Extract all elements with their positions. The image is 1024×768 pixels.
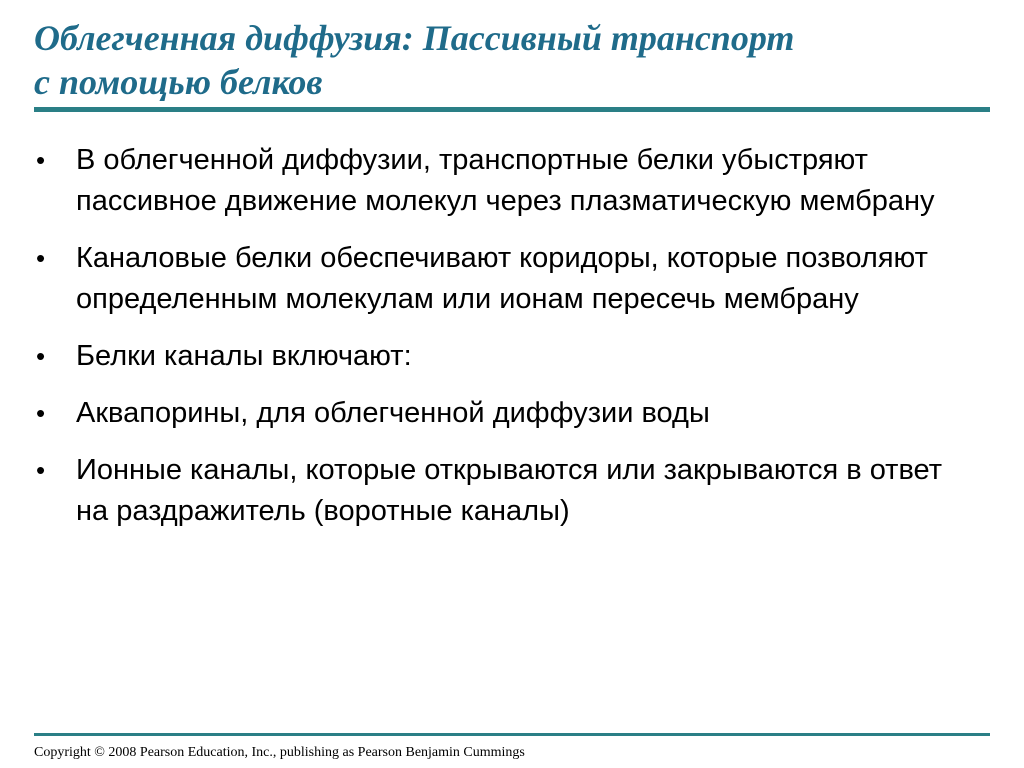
bullet-item (34, 238, 964, 320)
bullet-item (34, 393, 964, 434)
bullet-text: В облегченной диффузии, транспортные белки убыстряют пассивное движение молекул через плазматическую мембрану (76, 144, 935, 217)
bullet-text: Каналовые белки обеспечивают коридоры, которые позволяют определенным молекулам или ионам пересечь мембрану (76, 242, 928, 315)
bullet-text: Аквапорины, для облегченной диффузии воды (76, 397, 710, 429)
bullet-item (34, 450, 964, 532)
bullet-text: Белки каналы включают: (76, 340, 412, 372)
slide-title-line-1: Облегченная диффузия: Пассивный транспорт (34, 18, 795, 58)
title-divider (34, 107, 990, 112)
bullet-item (34, 140, 964, 222)
bullet-icon: • (36, 145, 46, 175)
slide-title (34, 16, 994, 104)
bullet-icon: • (36, 243, 46, 273)
footer-divider (34, 733, 990, 736)
bullet-icon: • (36, 341, 46, 371)
bullet-text: Ионные каналы, которые открываются или закрываются в ответ на раздражитель (воротные каналы) (76, 454, 942, 527)
copyright-footer: Copyright © 2008 Pearson Education, Inc., publishing as Pearson Benjamin Cummings (34, 745, 525, 760)
slide-title-line-2: с помощью белков (34, 62, 323, 102)
bullet-icon: • (36, 455, 46, 485)
bullet-list (34, 140, 964, 548)
bullet-icon: • (36, 398, 46, 428)
bullet-item (34, 336, 964, 377)
